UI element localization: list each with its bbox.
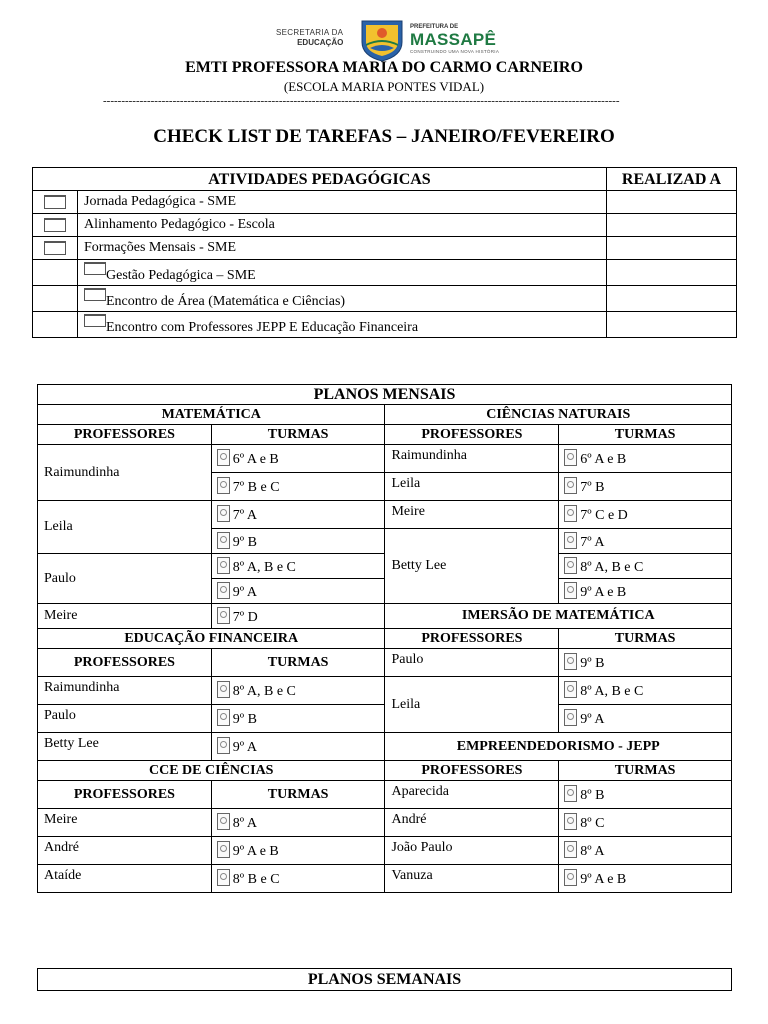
turma-label: 8º B e C <box>232 872 280 887</box>
done-cell[interactable] <box>607 286 737 312</box>
subactivity-label: Encontro de Área (Matemática e Ciências) <box>106 293 346 309</box>
document-icon[interactable] <box>217 869 230 886</box>
col-header-professores: PROFESSORES <box>385 629 559 649</box>
table-row <box>38 781 732 809</box>
section-title-cce: CCE DE CIÊNCIAS <box>38 761 385 781</box>
professor-name: Meire <box>38 604 212 629</box>
professor-name: Raimundinha <box>38 445 212 501</box>
professor-name: Ataíde <box>38 865 212 893</box>
turma-label: 7º B <box>580 480 605 495</box>
crest-icon <box>358 18 406 62</box>
turma-label: 8º A <box>232 816 257 831</box>
school-name: EMTI PROFESSORA MARIA DO CARMO CARNEIRO <box>185 59 583 76</box>
table-row <box>38 554 732 579</box>
turma-label: 8º A, B e C <box>580 684 644 699</box>
school-alt-name: (ESCOLA MARIA PONTES VIDAL) <box>283 79 485 94</box>
professor-name: Raimundinha <box>38 677 212 705</box>
table-row <box>33 286 737 312</box>
planos-semanais-table <box>37 968 732 991</box>
col-header-turmas: TURMAS <box>559 761 732 781</box>
col-header-turmas: TURMAS <box>211 781 385 809</box>
professor-name: Leila <box>385 677 559 733</box>
prefeitura-line1: PREFEITURA DE <box>410 24 459 30</box>
document-icon[interactable] <box>564 841 577 858</box>
professor-name: André <box>38 837 212 865</box>
prefeitura-name: MASSAPÊ <box>410 30 497 49</box>
turma-label: 9º A <box>232 740 257 755</box>
professor-name: Paulo <box>38 554 212 604</box>
checkbox-icon[interactable] <box>84 288 106 301</box>
document-icon[interactable] <box>217 477 230 494</box>
activity-label: Alinhamento Pedagógico - Escola <box>78 214 607 237</box>
document-icon[interactable] <box>564 505 577 522</box>
turma-label: 7º C e D <box>580 508 628 523</box>
table-row <box>38 604 732 629</box>
turma-label: 9º B <box>232 712 257 727</box>
col-header-turmas: TURMAS <box>559 629 732 649</box>
document-icon[interactable] <box>564 582 577 599</box>
turma-label: 8º A, B e C <box>232 559 296 575</box>
checkbox-icon[interactable] <box>44 241 66 255</box>
subactivity-label: Encontro com Professores JEPP E Educação Financeira <box>106 319 419 335</box>
professor-name: Leila <box>38 501 212 554</box>
turma-label: 8º A <box>580 844 605 859</box>
table-row <box>38 837 732 865</box>
table-row <box>38 865 732 893</box>
turma-label: 9º A e B <box>580 584 627 600</box>
professor-name: Betty Lee <box>38 733 212 761</box>
table-row <box>38 733 732 761</box>
professor-name: Aparecida <box>385 781 559 809</box>
turma-label: 6º A e B <box>232 452 279 467</box>
turma-label: 6º A e B <box>580 452 627 467</box>
document-icon[interactable] <box>564 653 577 670</box>
document-icon[interactable] <box>217 449 230 466</box>
section-title-empreend: EMPREENDEDORISMO - JEPP <box>385 733 732 761</box>
planos-semanais-title: PLANOS SEMANAIS <box>38 969 732 991</box>
page-title: CHECK LIST DE TAREFAS – JANEIRO/FEVEREIRO <box>153 126 615 147</box>
document-icon[interactable] <box>564 813 577 830</box>
document-icon[interactable] <box>217 841 230 858</box>
table-row <box>38 705 732 733</box>
col-header-professores: PROFESSORES <box>385 761 559 781</box>
header-logos <box>0 18 768 62</box>
document-icon[interactable] <box>564 681 577 698</box>
professor-name: Paulo <box>38 705 212 733</box>
checkbox-icon[interactable] <box>84 314 106 327</box>
done-cell[interactable] <box>607 312 737 338</box>
turma-label: 9º A e B <box>580 872 627 887</box>
document-icon[interactable] <box>217 737 230 754</box>
turma-label: 9º A <box>580 712 605 727</box>
turma-label: 7º B e C <box>232 480 280 495</box>
table-row <box>33 191 737 214</box>
table-row <box>33 312 737 338</box>
activity-label: Jornada Pedagógica - SME <box>78 191 607 214</box>
col-header-turmas: TURMAS <box>211 649 385 677</box>
checkbox-icon[interactable] <box>44 218 66 232</box>
document-icon[interactable] <box>564 449 577 466</box>
prefeitura-slogan: CONSTRUINDO UMA NOVA HISTÓRIA <box>410 49 500 54</box>
table-row <box>38 445 732 473</box>
turma-label: 9º A e B <box>232 844 279 859</box>
professor-name: Raimundinha <box>385 445 559 473</box>
turma-label: 8º A, B e C <box>232 684 296 699</box>
document-icon[interactable] <box>217 681 230 698</box>
col-done-header: REALIZAD A <box>607 168 737 191</box>
turma-label: 9º A <box>232 584 257 600</box>
table-row <box>38 649 732 677</box>
document-icon[interactable] <box>217 532 230 549</box>
checklist-table <box>32 167 737 338</box>
col-header-turmas: TURMAS <box>559 425 732 445</box>
turma-label: 8º B <box>580 788 605 803</box>
separator-line: --------------------------------------------------------------------------------------------------------------------------------------------- <box>103 95 620 107</box>
document-icon[interactable] <box>217 813 230 830</box>
turma-label: 9º B <box>580 656 605 671</box>
professor-name: André <box>385 809 559 837</box>
table-row <box>33 214 737 237</box>
done-cell[interactable] <box>607 191 737 214</box>
subactivity-label: Gestão Pedagógica – SME <box>106 267 256 283</box>
turma-label: 8º C <box>580 816 605 831</box>
table-row <box>33 260 737 286</box>
professor-name: João Paulo <box>385 837 559 865</box>
turma-label: 7º A <box>232 508 257 523</box>
section-title-edfin: EDUCAÇÃO FINANCEIRA <box>38 629 385 649</box>
turma-label: 8º A, B e C <box>580 559 644 575</box>
table-row <box>38 501 732 529</box>
professor-name: Paulo <box>385 649 559 677</box>
planos-mensais-title: PLANOS MENSAIS <box>38 385 732 405</box>
secretaria-line2: EDUCAÇÃO <box>297 38 344 47</box>
col-header-professores: PROFESSORES <box>38 649 212 677</box>
checkbox-icon[interactable] <box>84 262 106 275</box>
document-icon[interactable] <box>217 557 230 574</box>
professor-name: Betty Lee <box>385 529 559 604</box>
section-title-matematica: MATEMÁTICA <box>38 405 385 425</box>
table-row <box>33 237 737 260</box>
checkbox-icon[interactable] <box>44 195 66 209</box>
document-icon[interactable] <box>564 869 577 886</box>
table-row <box>38 809 732 837</box>
professor-name: Meire <box>38 809 212 837</box>
document-icon[interactable] <box>217 505 230 522</box>
document-icon[interactable] <box>564 557 577 574</box>
col-header-professores: PROFESSORES <box>38 425 212 445</box>
turma-label: 7º D <box>232 609 258 625</box>
done-cell[interactable] <box>607 237 737 260</box>
section-title-imersao: IMERSÃO DE MATEMÁTICA <box>385 604 732 629</box>
professor-name: Leila <box>385 473 559 501</box>
section-title-ciencias: CIÊNCIAS NATURAIS <box>385 405 732 425</box>
document-icon[interactable] <box>217 607 230 624</box>
activity-label: Formações Mensais - SME <box>78 237 607 260</box>
col-activities-header: ATIVIDADES PEDAGÓGICAS <box>33 168 607 191</box>
secretaria-line1: SECRETARIA DA <box>276 28 344 37</box>
document-icon[interactable] <box>564 785 577 802</box>
col-header-turmas: TURMAS <box>211 425 385 445</box>
document-icon[interactable] <box>217 709 230 726</box>
prefeitura-logo <box>410 24 499 55</box>
col-header-professores: PROFESSORES <box>385 425 559 445</box>
document-icon[interactable] <box>217 582 230 599</box>
done-cell[interactable] <box>607 260 737 286</box>
turma-label: 9º B <box>232 534 257 550</box>
document-icon[interactable] <box>564 477 577 494</box>
document-icon[interactable] <box>564 709 577 726</box>
planos-mensais-table <box>37 384 732 893</box>
turma-label: 7º A <box>580 534 605 550</box>
table-row <box>38 677 732 705</box>
done-cell[interactable] <box>607 214 737 237</box>
col-header-professores: PROFESSORES <box>38 781 212 809</box>
document-icon[interactable] <box>564 532 577 549</box>
secretaria-logo <box>276 28 343 48</box>
professor-name: Vanuza <box>385 865 559 893</box>
professor-name: Meire <box>385 501 559 529</box>
